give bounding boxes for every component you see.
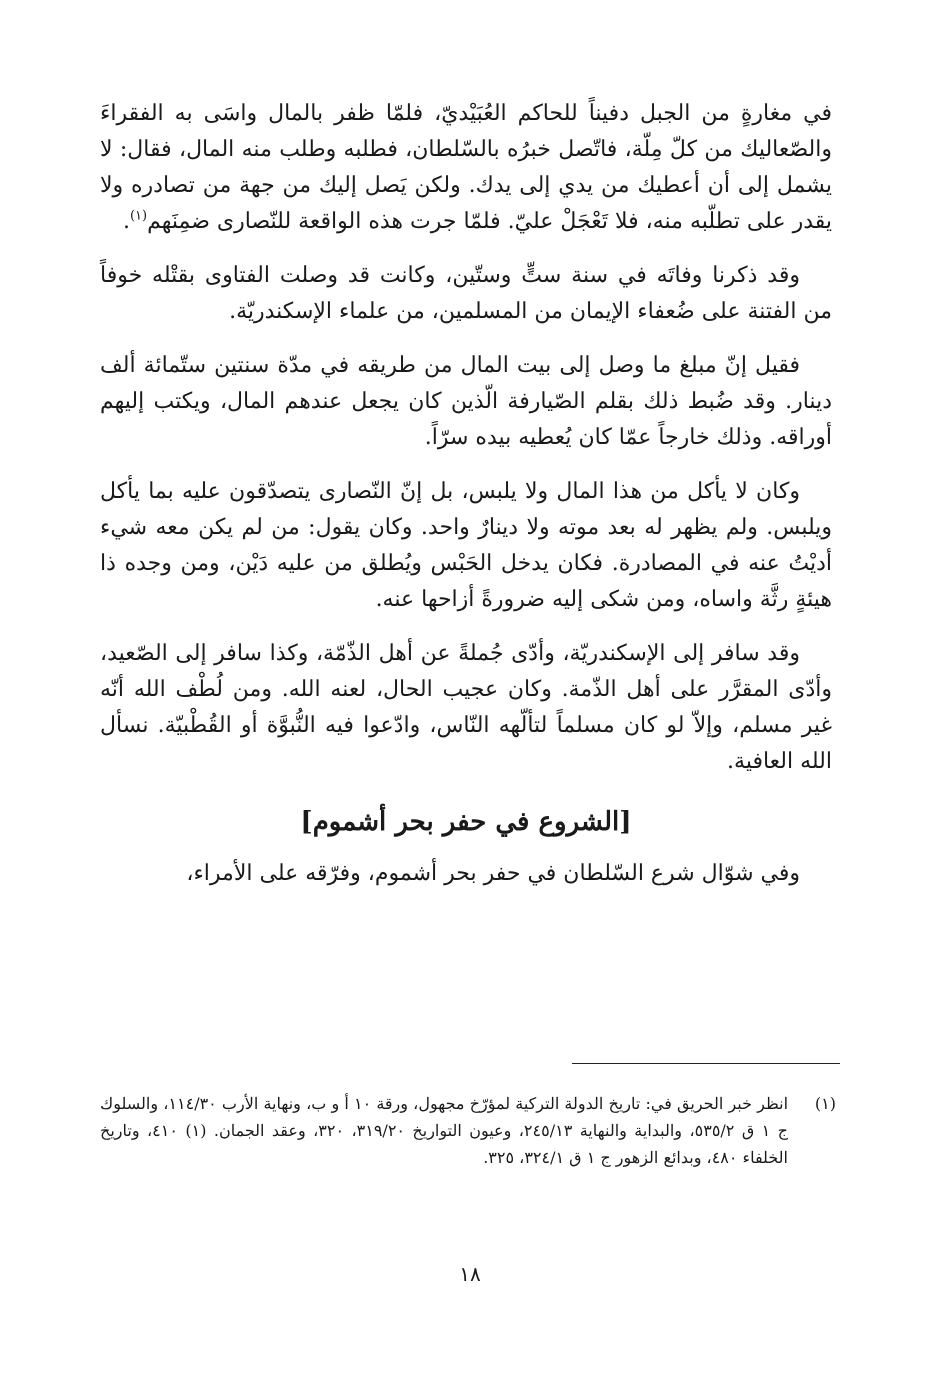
- footnote-number: (١): [814, 1094, 836, 1113]
- paragraph-4: وكان لا يأكل من هذا المال ولا يلبس، بل إنّ النّصارى يتصدّقون عليه بما يأكل ويلبس. ولم يظهر له بعد موته ولا دينارٌ واحد. وكان يقول: من لم يكن معه شيء أديْتُ عنه في المصادرة. فكان يدخل الحَبْس ويُطلق من عليه دَيْن، ومن وجده ذا هيئةٍ رثَّة واساه، ومن شكى إليه ضرورةً أزاحها عنه.: [100, 479, 832, 612]
- footnote-divider: [572, 1063, 840, 1064]
- paragraph-2: وقد ذكرنا وفاتَه في سنة ستٍّ وستّين، وكانت قد وصلت الفتاوى بقتْله خوفاً من الفتنة على ضُعفاء الإيمان من المسلمين، من علماء الإسكندريّة.: [100, 263, 832, 324]
- footnote-reference[interactable]: (١): [129, 208, 148, 224]
- paragraph-5: وقد سافر إلى الإسكندريّة، وأدّى جُملةً عن أهل الذّمّة، وكذا سافر إلى الصّعيد، وأدّى المقرَّر على أهل الذّمة. وكان عجيب الحال، لعنه الله. ومن لُطْف الله أنّه غير مسلم، وإلاّ لو كان مسلماً لتألّهه النّاس، وادّعوا فيه النُّبوَّة أو القُطْبيّة. نسأل الله العافية.: [100, 641, 832, 774]
- page-body: [100, 96, 832, 910]
- paragraph-1: [100, 96, 832, 240]
- footnote-1: [100, 1090, 836, 1171]
- paragraph-after-heading: وفي شوّال شرع السّلطان في حفر بحر أشموم، وفرّقه على الأمراء،: [186, 861, 800, 886]
- paragraph-1-end: .: [122, 209, 130, 234]
- footnote-text: انظر خبر الحريق في: تاريخ الدولة التركية لمؤرّخ مجهول، ورقة ١٠ أ و ب، ونهاية الأرب ١١٤/٣٠، والسلوك ج ١ ق ٥٣٥/٢، والبداية والنهاية ٢٤٥/١٣، وعيون التواريخ ٣١٩/٢٠، ٣٢٠، وعقد الجمان. (١) ٤١٠، وتاريخ الخلفاء ٤٨٠، وبدائع الزهور ج ١ ق ٣٢٤/١، ٣٢٥.: [100, 1094, 789, 1167]
- paragraph-3: فقيل إنّ مبلغ ما وصل إلى بيت المال من طريقه في مدّة سنتين ستّمائة ألف دينار. وقد ضُبط ذلك بقلم الصّيارفة الّذين كان يجعل عندهم المال، ويكتب إليهم أوراقه. وذلك خارجاً عمّا كان يُعطيه بيده سرّاً.: [100, 353, 832, 450]
- paragraph-1-text: في مغارةٍ من الجبل دفيناً للحاكم العُبَيْديّ، فلمّا ظفر بالمال واسَى به الفقراءَ والصّعاليك من كلّ مِلّة، فاتّصل خبرُه بالسّلطان، فطلبه وطلب منه المال، فقال: لا يشمل إلى أن أعطيك من يدي إلى يدك. ولكن يَصل إليك من جهة من تصادره ولا يقدر على تطلّبه منه، فلا تَعْجَلْ عليّ. فلمّا جرت هذه الواقعة للنّصارى ضمِنَهم: [100, 101, 832, 234]
- section-heading: [الشروع في حفر بحر أشموم]: [300, 807, 632, 837]
- page-number: ١٨: [459, 1262, 481, 1286]
